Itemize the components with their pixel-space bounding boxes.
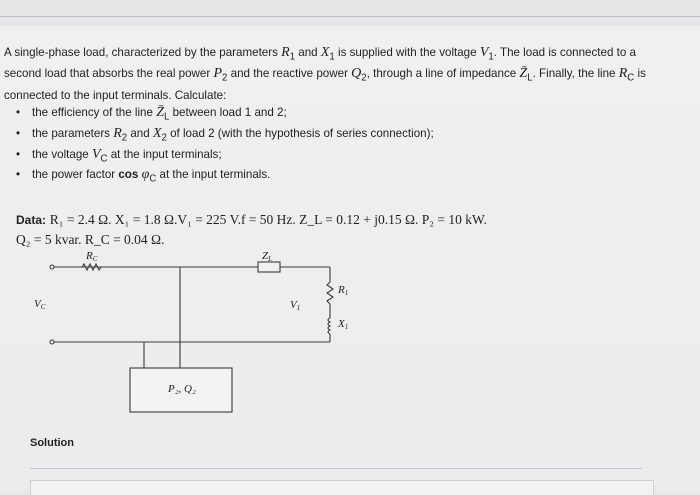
data-label: Data: (16, 213, 47, 227)
x1-label: X1 (338, 318, 349, 331)
problem-line-2: second load that absorbs the real power $P_2$ and the reactive power $Q_2$, through a line of impedance $Z̄_L$. Finally, the line $R_C$ is (4, 66, 646, 84)
answer-input[interactable] (30, 480, 654, 495)
r1-label: R1 (338, 284, 349, 297)
load2-label: P₂, Q₂ (168, 383, 196, 395)
problem-line-3: connected to the input terminals. Calculate: (4, 88, 227, 102)
x1-inductor (328, 318, 330, 334)
task-item: • the efficiency of the line $Z̄_L$ between load 1 and 2; (16, 105, 434, 126)
v1-label: V1 (290, 299, 301, 312)
terminal-top (50, 265, 54, 269)
task-item: • the parameters $R_2$ and $X_2$ of load 2 (with the hypothesis of series connection); (16, 126, 434, 147)
data-values-2: Q₂ = 5 kvar. R_C = 0.04 Ω. (16, 232, 165, 247)
data-values-1: R₁ = 2.4 Ω. X₁ = 1.8 Ω.V₁ = 225 V.f = 50 Hz. Z_L = 0.12 + j0.15 Ω. P₂ = 10 kW. (49, 212, 487, 227)
zl-label: ZL (262, 250, 273, 263)
solution-label: Solution (30, 437, 74, 449)
rc-label: RC (86, 250, 98, 263)
answer-divider (30, 468, 642, 469)
zl-impedance (258, 262, 280, 272)
r1-resistor (327, 282, 333, 304)
task-item: • the power factor $\cos \varphi_C$ at the input terminals. (16, 167, 434, 188)
terminal-bottom (50, 340, 54, 344)
vc-label: VC (34, 298, 46, 311)
problem-line-1: A single-phase load, characterized by the parameters $R_1$ and $X_1$ is supplied with the voltage $V_1$. The load is connected to a (4, 45, 636, 63)
task-item: • the voltage $V_C$ at the input terminals; (16, 147, 434, 168)
